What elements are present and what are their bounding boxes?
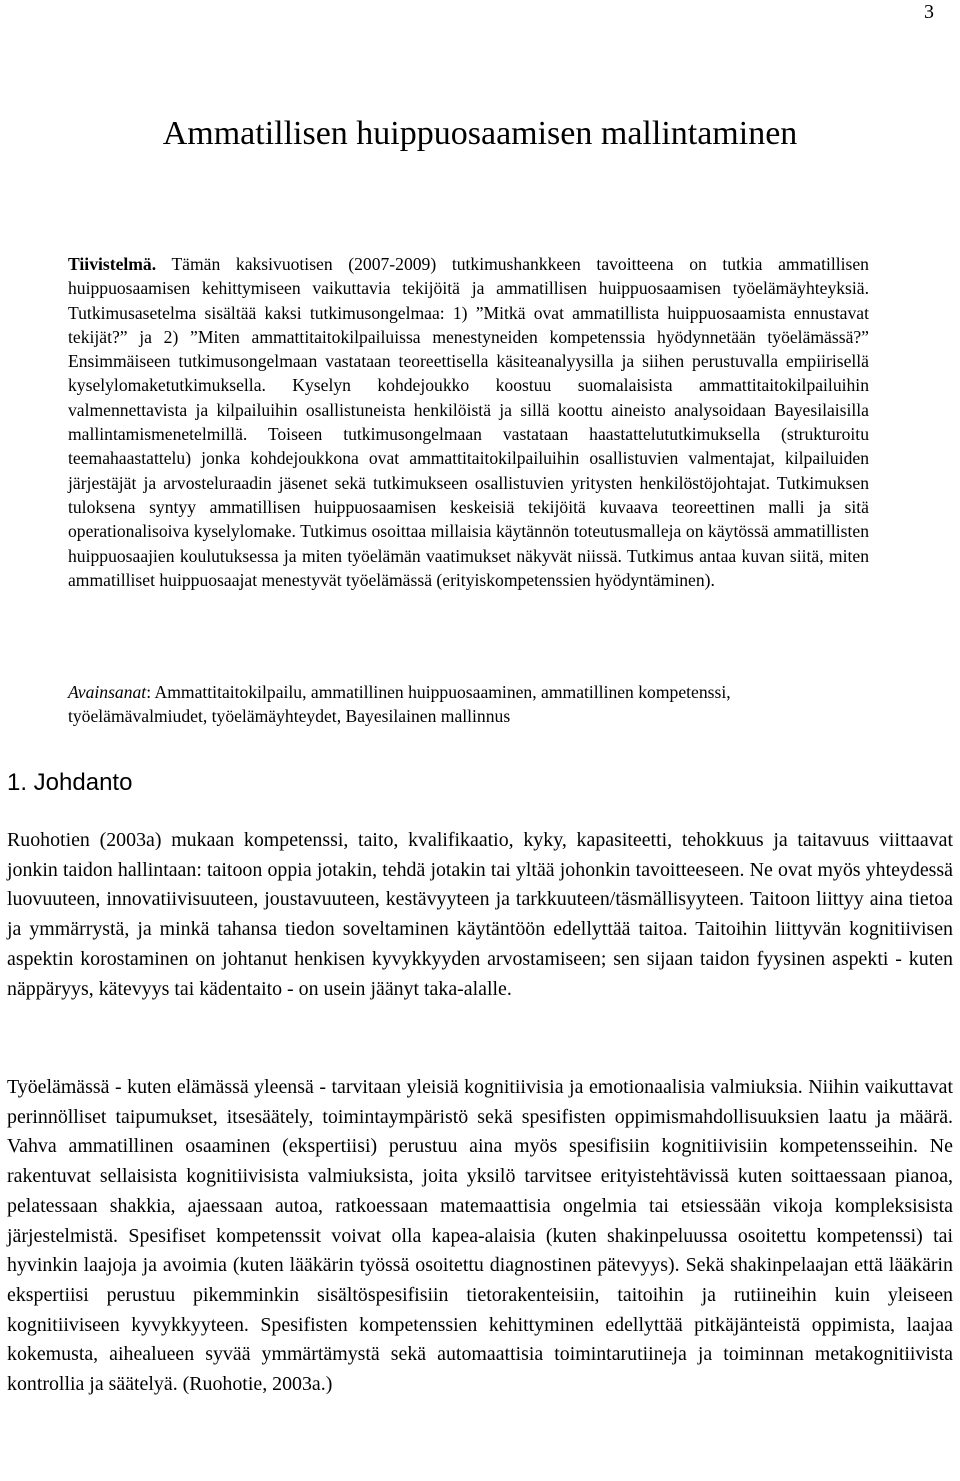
body-paragraph: Työelämässä - kuten elämässä yleensä - tarvitaan yleisiä kognitiivisia ja emotionaalisia valmiuksia. Niihin vaikuttavat perinnölliset taipumukset, itsesäätely, toimintaympäristö sekä spesifisten oppimismahdollisuuksien laatu ja määrä. Vahva ammatillinen osaaminen (ekspertiisi) perustuu aina myös spesifisiin kognitiivisiin kompetensseihin. Ne rakentuvat sellaisista kognitiivisista valmiuksista, joita yksilö tarvitsee erityistehtävissä kuten soittaessaan pianoa, pelatessaan shakkia, ajaessaan autoa, ratkoessaan matemaattisia ongelmia tai etsiessään vikoja kompleksisista järjestelmistä. Spesifiset kompetenssit voivat olla kapea-alaisia (kuten shakinpeluussa osoitettu kompetenssi) tai hyvinkin laajoja ja avoimia (kuten lääkärin työssä osoitettu diagnostinen pätevyys). Sekä shakinpelaajan että lääkärin ekspertiisi perustuu pikemminkin sisältöspesifisiin tietorakenteisiin, taitoihin ja rutiineihin kuin yleiseen kognitiiviseen kyvykkyyteen. Spesifisten kompetenssien kehittyminen edellyttää pitkäjänteistä oppimista, laajaa kokemusta, aihealueen syvää ymmärtämystä sekä automaattisia toimintarutiineja ja toiminnan metakognitiivista kontrollia ja säätelyä. (Ruohotie, 2003a.) — [7, 1076, 953, 1396]
abstract-text: Tämän kaksivuotisen (2007-2009) tutkimushankkeen tavoitteena on tutkia ammatillisen huippuosaamisen kehittymiseen vaikuttavia tekijöitä ja ammatillisen huippuosaamisen työelämäyhteyksiä. Tutkimusasetelma sisältää kaksi tutkimusongelmaa: 1) ”Mitkä ovat ammatillista huippuosaamista ennustavat tekijät?” ja 2) ”Miten ammattitaitokilpailuissa menestyneiden kompetenssia hyödynnetään työelämässä?” Ensimmäiseen tutkimusongelmaan vastataan teoreettisella käsiteanalyysilla ja siihen perustuvalla empiirisellä kyselylomaketutkimuksella. Kyselyn kohdejoukko koostuu suomalaisista ammattitaitokilpailuihin valmennettavista ja kilpailuihin osallistuneista henkilöistä ja sillä koottu aineisto analysoidaan Bayesilaisilla mallintamismenetelmillä. Toiseen tutkimusongelmaan vastataan haastattelututkimuksella (strukturoitu teemahaastattelu) jonka kohdejoukkona ovat ammattitaitokilpailuihin osallistuvien valmentajat, kilpailuiden järjestäjät ja arvosteluraadin jäsenet sekä tutkimukseen osallistuvien yritysten henkilöstöjohtajat. Tutkimuksen tuloksena syntyy ammatillisen huippuosaamisen keskeisiä tekijöitä kuvaava teoreettinen malli ja sitä operationalisoiva kyselylomake. Tutkimus osoittaa millaisia käytännön toteutusmalleja on käytössä ammatillisten huippuosaajien koulutuksessa ja miten työelämän vaatimukset näkyvät niissä. Tutkimus antaa kuvan siitä, miten ammatilliset huippuosaajat menestyvät työelämässä (erityiskompetenssien hyödyntäminen). — [68, 254, 869, 590]
section-heading: 1. Johdanto — [7, 769, 133, 796]
page-number: 3 — [924, 1, 934, 23]
abstract-label: Tiivistelmä. — [68, 254, 157, 274]
abstract — [68, 252, 869, 592]
keywords — [68, 680, 869, 729]
keywords-text: : Ammattitaitokilpailu, ammatillinen huippuosaaminen, ammatillinen kompetenssi, työelämävalmiudet, työelämäyhteydet, Bayesilainen mallinnus — [68, 682, 731, 727]
body-paragraph: Ruohotien (2003a) mukaan kompetenssi, taito, kvalifikaatio, kyky, kapasiteetti, tehokkuus ja taitavuus viittaavat jonkin taidon hallintaan: taitoon oppia jotakin, tehdä jotakin tai yltää johonkin tavoitteeseen. Ne ovat myös yhteydessä luovuuteen, innovatiivisuuteen, joustavuuteen, kestävyyteen ja tarkkuuteen/täsmällisyyteen. Taitoon liittyy aina tietoa ja ymmärrystä, ja minkä tahansa tiedon soveltaminen käytäntöön edellyttää taitoa. Taitoihin liittyvän kognitiivisen aspektin korostaminen on johtanut henkisen kyvykkyyden arvostamiseen; sen sijaan taidon fyysinen aspekti - kuten näppäryys, kätevyys tai kädentaito - on usein jäänyt taka-alalle. — [7, 829, 953, 1000]
keywords-label: Avainsanat — [68, 682, 147, 702]
paper-title: Ammatillisen huippuosaamisen mallintaminen — [162, 115, 798, 152]
